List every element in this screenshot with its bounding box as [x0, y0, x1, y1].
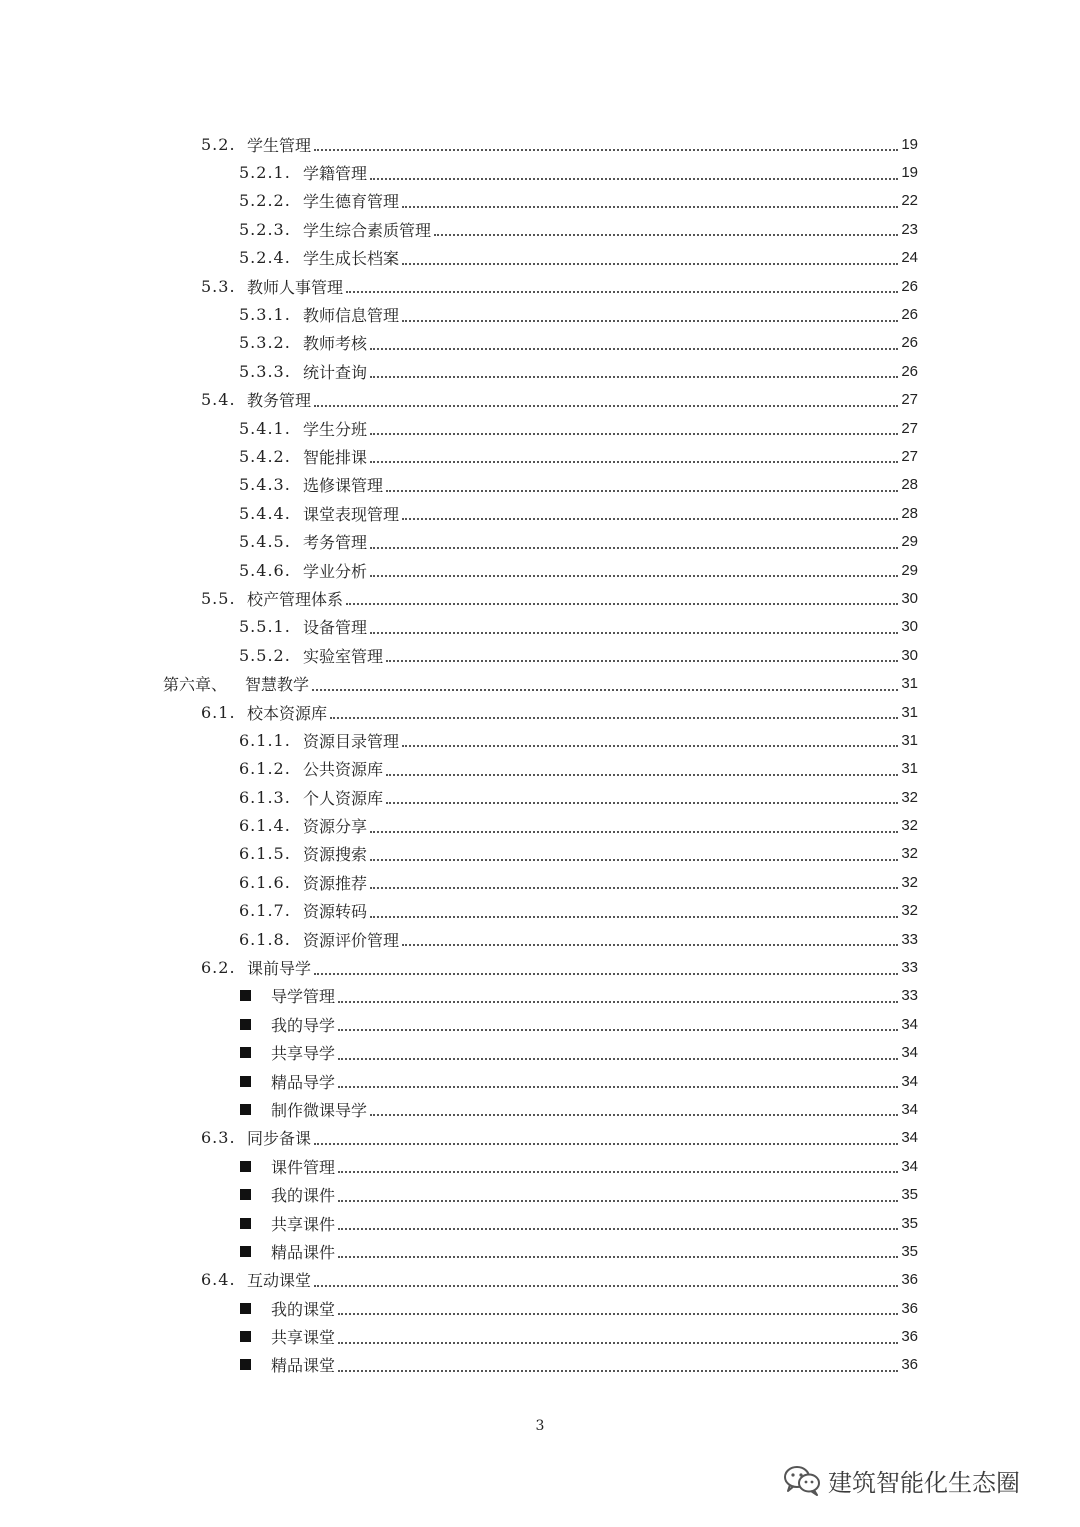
dot-leader	[338, 1001, 898, 1003]
toc-entry-page: 19	[901, 135, 918, 153]
toc-entry-page: 30	[901, 589, 918, 607]
toc-entry-number: 5.5.2.	[239, 645, 291, 665]
toc-entry[interactable]	[0, 556, 1080, 584]
toc-entry[interactable]	[0, 698, 1080, 726]
square-bullet-icon	[240, 1047, 251, 1058]
toc-entry-number: 6.1.4.	[239, 816, 291, 836]
dot-leader	[314, 149, 898, 151]
toc-entry-page: 33	[901, 959, 918, 977]
toc-entry-number: 5.3.3.	[239, 361, 291, 381]
toc-entry-page: 33	[901, 987, 918, 1005]
toc-entry[interactable]	[0, 499, 1080, 527]
toc-entry-number: 6.3.	[201, 1128, 236, 1148]
toc-entry-number: 5.3.2.	[239, 333, 291, 353]
toc-entry[interactable]	[0, 1095, 1080, 1123]
toc-entry-title: 教师考核	[303, 334, 368, 354]
toc-entry-title: 学生管理	[247, 135, 312, 155]
toc-entry-page: 34	[901, 1100, 918, 1118]
toc-entry-number: 5.4.	[201, 390, 236, 410]
square-bullet-icon	[240, 1218, 251, 1229]
toc-entry-number: 5.5.1.	[239, 617, 291, 637]
toc-entry-title: 学业分析	[303, 561, 368, 581]
toc-entry-title: 资源转码	[303, 902, 368, 922]
toc-entry[interactable]	[0, 953, 1080, 981]
toc-entry-page: 30	[901, 618, 918, 636]
toc-entry-title: 我的课件	[271, 1186, 336, 1206]
toc-entry-title: 学籍管理	[303, 164, 368, 184]
square-bullet-icon	[240, 1076, 251, 1087]
toc-entry-title: 精品导学	[271, 1072, 336, 1092]
toc-entry-page: 27	[901, 447, 918, 465]
toc-entry-title: 个人资源库	[303, 788, 384, 808]
toc-entry[interactable]	[0, 1180, 1080, 1208]
toc-entry-title: 资源搜索	[303, 845, 368, 865]
toc-entry-page: 36	[901, 1271, 918, 1289]
toc-entry-page: 23	[901, 220, 918, 238]
toc-entry-title: 导学管理	[271, 987, 336, 1007]
toc-entry-page: 33	[901, 930, 918, 948]
square-bullet-icon	[240, 1331, 251, 1342]
toc-entry-title: 选修课管理	[303, 476, 384, 496]
toc-entry-page: 31	[901, 731, 918, 749]
toc-entry[interactable]	[0, 527, 1080, 555]
dot-leader	[338, 1256, 898, 1258]
toc-entry-title: 资源评价管理	[303, 930, 400, 950]
toc-entry-number: 5.3.	[201, 276, 236, 296]
toc-entry-title: 实验室管理	[303, 646, 384, 666]
dot-leader	[402, 206, 898, 208]
square-bullet-icon	[240, 1246, 251, 1257]
toc-entry-title: 校产管理体系	[247, 589, 344, 609]
toc-entry-title: 我的课堂	[271, 1299, 336, 1319]
dot-leader	[402, 944, 898, 946]
toc-entry-page: 35	[901, 1214, 918, 1232]
dot-leader	[338, 1029, 898, 1031]
toc-entry[interactable]	[0, 982, 1080, 1010]
toc-entry-number: 5.4.4.	[239, 503, 291, 523]
toc-entry[interactable]	[0, 1067, 1080, 1095]
toc-entry-number: 6.1.8.	[239, 929, 291, 949]
toc-entry[interactable]	[0, 783, 1080, 811]
toc-entry-title: 设备管理	[303, 618, 368, 638]
toc-entry-title: 共享课件	[271, 1214, 336, 1234]
toc-entry-page: 31	[901, 703, 918, 721]
toc-entry[interactable]	[0, 1152, 1080, 1180]
toc-entry-number: 5.5.	[201, 588, 236, 608]
dot-leader	[402, 320, 898, 322]
dot-leader	[370, 575, 898, 577]
dot-leader	[386, 490, 898, 492]
toc-entry[interactable]	[0, 613, 1080, 641]
toc-entry-title: 公共资源库	[303, 760, 384, 780]
toc-entry-title: 制作微课导学	[271, 1100, 368, 1120]
dot-leader	[370, 916, 898, 918]
toc-entry-number: 5.3.1.	[239, 305, 291, 325]
toc-entry-page: 28	[901, 476, 918, 494]
toc-entry-title: 智慧教学	[245, 675, 310, 695]
toc-entry-title: 同步备课	[247, 1129, 312, 1149]
toc-entry-number: 5.2.1.	[239, 163, 291, 183]
toc-entry-title: 精品课堂	[271, 1356, 336, 1376]
toc-entry-page: 27	[901, 391, 918, 409]
square-bullet-icon	[240, 1303, 251, 1314]
toc-entry-title: 统计查询	[303, 362, 368, 382]
toc-entry[interactable]	[0, 300, 1080, 328]
toc-entry-title: 资源推荐	[303, 873, 368, 893]
toc-entry-title: 资源目录管理	[303, 731, 400, 751]
toc-entry-page: 24	[901, 249, 918, 267]
dot-leader	[314, 1285, 898, 1287]
dot-leader	[370, 178, 898, 180]
toc-entry-number: 5.2.2.	[239, 191, 291, 211]
toc-entry-page: 31	[901, 675, 918, 693]
toc-entry[interactable]	[0, 130, 1080, 158]
toc-entry-number: 5.4.3.	[239, 475, 291, 495]
toc-entry[interactable]	[0, 1266, 1080, 1294]
toc-entry[interactable]	[0, 1294, 1080, 1322]
toc-entry-page: 29	[901, 561, 918, 579]
toc-entry-number: 5.2.	[201, 134, 236, 154]
toc-entry-page: 35	[901, 1186, 918, 1204]
dot-leader	[370, 859, 898, 861]
toc-entry-number: 6.1.	[201, 702, 236, 722]
toc-entry-number: 5.2.4.	[239, 248, 291, 268]
dot-leader	[312, 689, 898, 691]
toc-entry-number: 6.1.1.	[239, 730, 291, 750]
square-bullet-icon	[240, 990, 251, 1001]
toc-entry-page: 34	[901, 1015, 918, 1033]
toc-entry-title: 课前导学	[247, 959, 312, 979]
toc-entry-page: 31	[901, 760, 918, 778]
toc-entry[interactable]	[0, 414, 1080, 442]
dot-leader	[330, 717, 898, 719]
dot-leader	[370, 547, 898, 549]
wechat-icon	[782, 1464, 822, 1496]
toc-entry[interactable]	[0, 840, 1080, 868]
toc-entry-title: 学生德育管理	[303, 192, 400, 212]
toc-entry-number: 5.4.6.	[239, 560, 291, 580]
dot-leader	[402, 745, 898, 747]
toc-entry-number: 5.4.5.	[239, 532, 291, 552]
toc-entry-page: 28	[901, 504, 918, 522]
toc-entry[interactable]	[0, 357, 1080, 385]
toc-entry[interactable]	[0, 1351, 1080, 1379]
toc-entry-page: 26	[901, 306, 918, 324]
table-of-contents	[0, 130, 1080, 1379]
toc-entry-title: 教务管理	[247, 391, 312, 411]
toc-entry[interactable]	[0, 1039, 1080, 1067]
dot-leader	[338, 1058, 898, 1060]
toc-entry-page: 35	[901, 1242, 918, 1260]
dot-leader	[346, 291, 898, 293]
toc-entry[interactable]	[0, 442, 1080, 470]
dot-leader	[314, 405, 898, 407]
toc-entry[interactable]	[0, 669, 1080, 697]
dot-leader	[402, 263, 898, 265]
watermark-text: 建筑智能化生态圈	[828, 1468, 1020, 1497]
toc-entry[interactable]	[0, 329, 1080, 357]
toc-entry-page: 34	[901, 1072, 918, 1090]
toc-entry-page: 26	[901, 362, 918, 380]
dot-leader	[338, 1313, 898, 1315]
toc-entry[interactable]	[0, 755, 1080, 783]
toc-entry-page: 27	[901, 419, 918, 437]
toc-entry-title: 共享课堂	[271, 1328, 336, 1348]
dot-leader	[386, 802, 898, 804]
dot-leader	[314, 973, 898, 975]
toc-entry-title: 智能排课	[303, 447, 368, 467]
toc-entry-title: 共享导学	[271, 1044, 336, 1064]
toc-entry-number: 5.4.2.	[239, 446, 291, 466]
toc-entry[interactable]	[0, 811, 1080, 839]
square-bullet-icon	[240, 1019, 251, 1030]
toc-entry-title: 学生综合素质管理	[303, 220, 432, 240]
toc-entry-number: 第六章、	[163, 675, 228, 695]
toc-entry-page: 34	[901, 1129, 918, 1147]
toc-entry-page: 36	[901, 1356, 918, 1374]
toc-entry-number: 5.4.1.	[239, 418, 291, 438]
dot-leader	[338, 1228, 898, 1230]
toc-entry-title: 考务管理	[303, 533, 368, 553]
toc-entry-page: 36	[901, 1328, 918, 1346]
toc-entry-title: 课堂表现管理	[303, 504, 400, 524]
toc-entry[interactable]	[0, 272, 1080, 300]
dot-leader	[370, 1114, 898, 1116]
toc-entry[interactable]	[0, 641, 1080, 669]
toc-entry-title: 精品课件	[271, 1242, 336, 1262]
toc-entry[interactable]	[0, 584, 1080, 612]
toc-entry-page: 26	[901, 334, 918, 352]
toc-entry-page: 32	[901, 788, 918, 806]
toc-entry[interactable]	[0, 386, 1080, 414]
toc-entry-page: 22	[901, 192, 918, 210]
toc-entry[interactable]	[0, 471, 1080, 499]
dot-leader	[386, 774, 898, 776]
toc-entry-page: 32	[901, 817, 918, 835]
dot-leader	[370, 348, 898, 350]
toc-entry-page: 34	[901, 1157, 918, 1175]
toc-entry-title: 我的导学	[271, 1015, 336, 1035]
dot-leader	[346, 603, 898, 605]
toc-entry[interactable]	[0, 244, 1080, 272]
dot-leader	[370, 831, 898, 833]
toc-entry-title: 资源分享	[303, 817, 368, 837]
toc-entry[interactable]	[0, 1010, 1080, 1038]
dot-leader	[338, 1171, 898, 1173]
toc-entry-title: 教师信息管理	[303, 306, 400, 326]
toc-entry[interactable]	[0, 1322, 1080, 1350]
toc-entry-number: 6.2.	[201, 958, 236, 978]
watermark	[782, 1460, 1020, 1500]
dot-leader	[370, 461, 898, 463]
square-bullet-icon	[240, 1359, 251, 1370]
toc-entry[interactable]	[0, 187, 1080, 215]
toc-entry-title: 互动课堂	[247, 1271, 312, 1291]
dot-leader	[338, 1200, 898, 1202]
toc-entry-page: 32	[901, 873, 918, 891]
dot-leader	[370, 887, 898, 889]
toc-entry-number: 6.1.6.	[239, 872, 291, 892]
toc-entry-title: 校本资源库	[247, 703, 328, 723]
toc-entry[interactable]	[0, 1237, 1080, 1265]
dot-leader	[402, 518, 898, 520]
toc-entry-number: 6.1.2.	[239, 759, 291, 779]
toc-entry[interactable]	[0, 726, 1080, 754]
toc-entry-page: 30	[901, 646, 918, 664]
square-bullet-icon	[240, 1189, 251, 1200]
toc-entry-page: 29	[901, 533, 918, 551]
dot-leader	[386, 660, 898, 662]
toc-entry[interactable]	[0, 215, 1080, 243]
toc-entry[interactable]	[0, 897, 1080, 925]
dot-leader	[370, 632, 898, 634]
toc-entry-number: 6.1.7.	[239, 901, 291, 921]
toc-entry-title: 学生成长档案	[303, 249, 400, 269]
toc-entry-title: 教师人事管理	[247, 277, 344, 297]
toc-entry-number: 6.4.	[201, 1270, 236, 1290]
dot-leader	[434, 234, 898, 236]
toc-entry-page: 36	[901, 1299, 918, 1317]
toc-entry-page: 32	[901, 845, 918, 863]
toc-entry-title: 学生分班	[303, 419, 368, 439]
toc-entry-title: 课件管理	[271, 1157, 336, 1177]
dot-leader	[338, 1342, 898, 1344]
toc-entry-number: 6.1.5.	[239, 844, 291, 864]
page-number: 3	[535, 1418, 545, 1434]
toc-entry-page: 34	[901, 1044, 918, 1062]
toc-entry[interactable]	[0, 1124, 1080, 1152]
toc-entry-page: 32	[901, 902, 918, 920]
toc-entry-page: 19	[901, 164, 918, 182]
dot-leader	[338, 1086, 898, 1088]
dot-leader	[370, 433, 898, 435]
toc-entry-number: 5.2.3.	[239, 219, 291, 239]
dot-leader	[370, 376, 898, 378]
toc-entry-page: 26	[901, 277, 918, 295]
dot-leader	[338, 1370, 898, 1372]
toc-entry[interactable]	[0, 158, 1080, 186]
toc-entry[interactable]	[0, 925, 1080, 953]
dot-leader	[314, 1143, 898, 1145]
toc-entry[interactable]	[0, 868, 1080, 896]
toc-entry-number: 6.1.3.	[239, 787, 291, 807]
toc-entry[interactable]	[0, 1209, 1080, 1237]
square-bullet-icon	[240, 1161, 251, 1172]
square-bullet-icon	[240, 1104, 251, 1115]
